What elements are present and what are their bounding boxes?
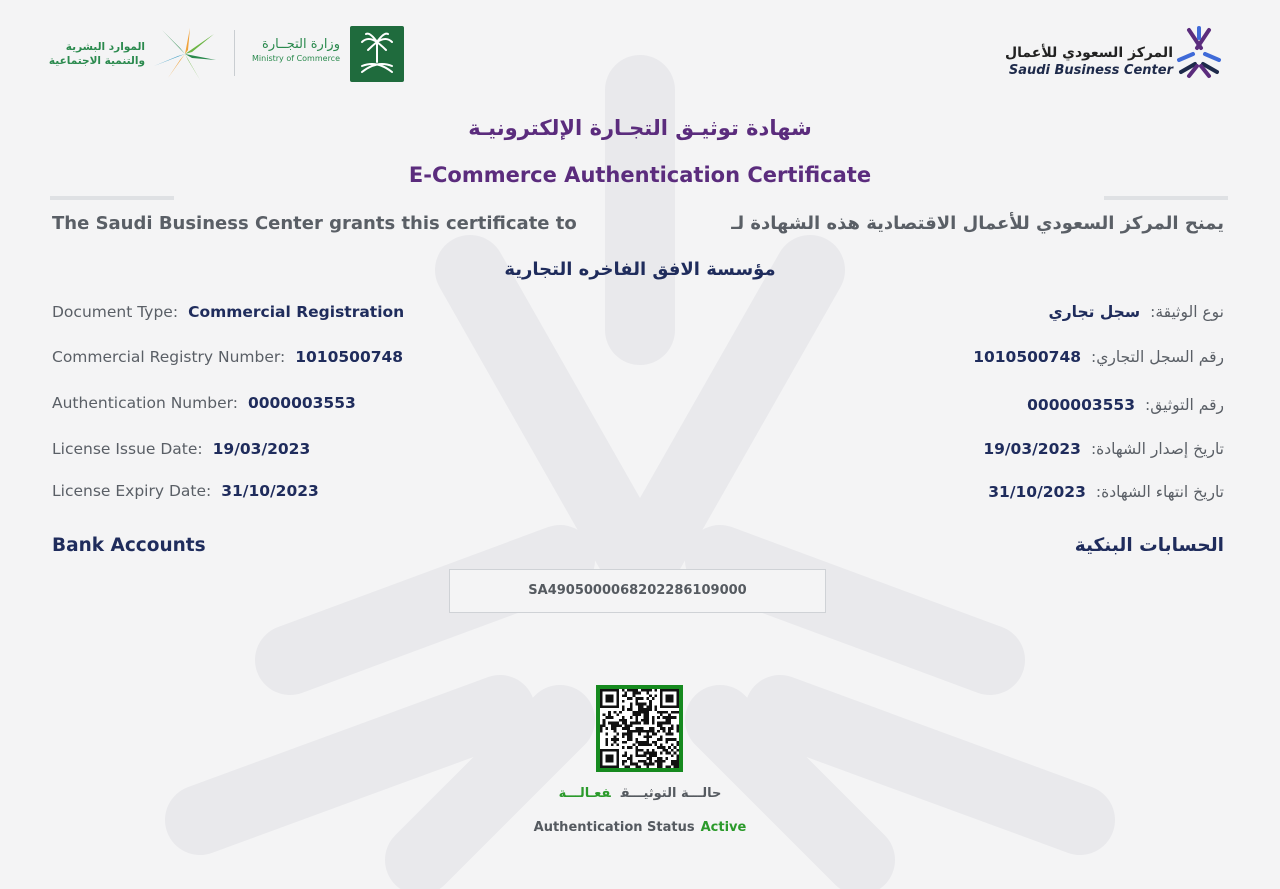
registry-number-row-ar — [973, 348, 1224, 366]
field-value: 19/03/2023 — [212, 440, 311, 458]
bank-accounts-heading-en: Bank Accounts — [52, 535, 206, 556]
field-value: 1010500748 — [973, 348, 1082, 366]
hr-ministry-emblem-icon — [150, 26, 220, 82]
field-label: License Issue Date: — [52, 440, 203, 458]
field-value: 0000003553 — [1027, 396, 1135, 414]
field-value: 31/10/2023 — [988, 483, 1086, 501]
field-label: تاريخ إصدار الشهادة: — [1090, 440, 1224, 458]
logo-divider — [234, 30, 235, 76]
authentication-number-row-en — [52, 394, 356, 412]
title-rule-right — [1104, 196, 1228, 200]
field-value: 1010500748 — [295, 348, 404, 366]
authentication-number-row-ar — [1027, 396, 1224, 414]
certificate-title-en: E-Commerce Authentication Certificate — [408, 163, 872, 187]
ministry-logos — [40, 24, 410, 84]
authentication-status-en — [0, 820, 1280, 835]
field-label: Document Type: — [52, 303, 179, 321]
expiry-date-row-en — [52, 482, 319, 500]
field-label: License Expiry Date: — [52, 482, 212, 500]
hr-ministry-name — [40, 40, 145, 68]
title-rule-left — [50, 196, 174, 200]
field-label: رقم السجل التجاري: — [1091, 348, 1224, 366]
field-label: نوع الوثيقة: — [1150, 303, 1224, 321]
moc-name-en: Ministry of Commerce — [252, 54, 340, 63]
grant-statement-ar: يمنح المركز السعودي للأعمال الاقتصادية هذه الشهادة لـ — [731, 213, 1224, 234]
hr-line2: والتنمية الاجتماعية — [48, 55, 145, 67]
entity-name: مؤسسة الافق الفاخره التجارية — [504, 259, 776, 280]
field-label: Commercial Registry Number: — [52, 348, 286, 366]
status-label-ar: حالـــة التوثيـــق — [620, 786, 722, 801]
certificate-title-ar: شهادة توثيـق التجـارة الإلكترونيـة — [468, 116, 812, 140]
sbc-name-en: Saudi Business Center — [1008, 63, 1173, 78]
sbc-emblem-icon — [1175, 26, 1231, 82]
issue-date-row-en — [52, 440, 310, 458]
status-label-en: Authentication Status — [533, 820, 695, 835]
field-label: تاريخ انتهاء الشهادة: — [1095, 483, 1224, 501]
field-value: 31/10/2023 — [221, 482, 319, 500]
status-value-en: Active — [700, 820, 747, 835]
bank-accounts-heading-ar: الحسابات البنكية — [1074, 535, 1224, 556]
registry-number-row-en — [52, 348, 403, 366]
document-type-row-en — [52, 303, 404, 321]
qr-code-icon — [600, 689, 679, 768]
status-value-ar: فعـالـــة — [558, 786, 611, 801]
field-value: Commercial Registration — [188, 303, 405, 321]
hr-line1: الموارد البشرية — [65, 41, 145, 53]
qr-code[interactable] — [596, 685, 683, 772]
saudi-emblem-icon — [350, 26, 404, 82]
saudi-business-center-logo — [1005, 26, 1235, 84]
document-type-row-ar — [1049, 303, 1225, 321]
field-value: 19/03/2023 — [983, 440, 1081, 458]
authentication-status-ar — [0, 786, 1280, 801]
field-value: 0000003553 — [247, 394, 356, 412]
iban-field: SA4905000068202286109000 — [449, 569, 826, 613]
grant-statement-en: The Saudi Business Center grants this certificate to — [52, 213, 577, 234]
issue-date-row-ar — [983, 440, 1224, 458]
field-label: رقم التوثيق: — [1145, 396, 1224, 414]
sbc-name-ar: المركز السعودي للأعمال — [1005, 45, 1173, 61]
field-label: Authentication Number: — [52, 394, 238, 412]
moc-name-ar: وزارة التجــارة — [262, 37, 340, 52]
expiry-date-row-ar — [988, 483, 1224, 501]
field-value: سجل تجاري — [1048, 303, 1141, 321]
